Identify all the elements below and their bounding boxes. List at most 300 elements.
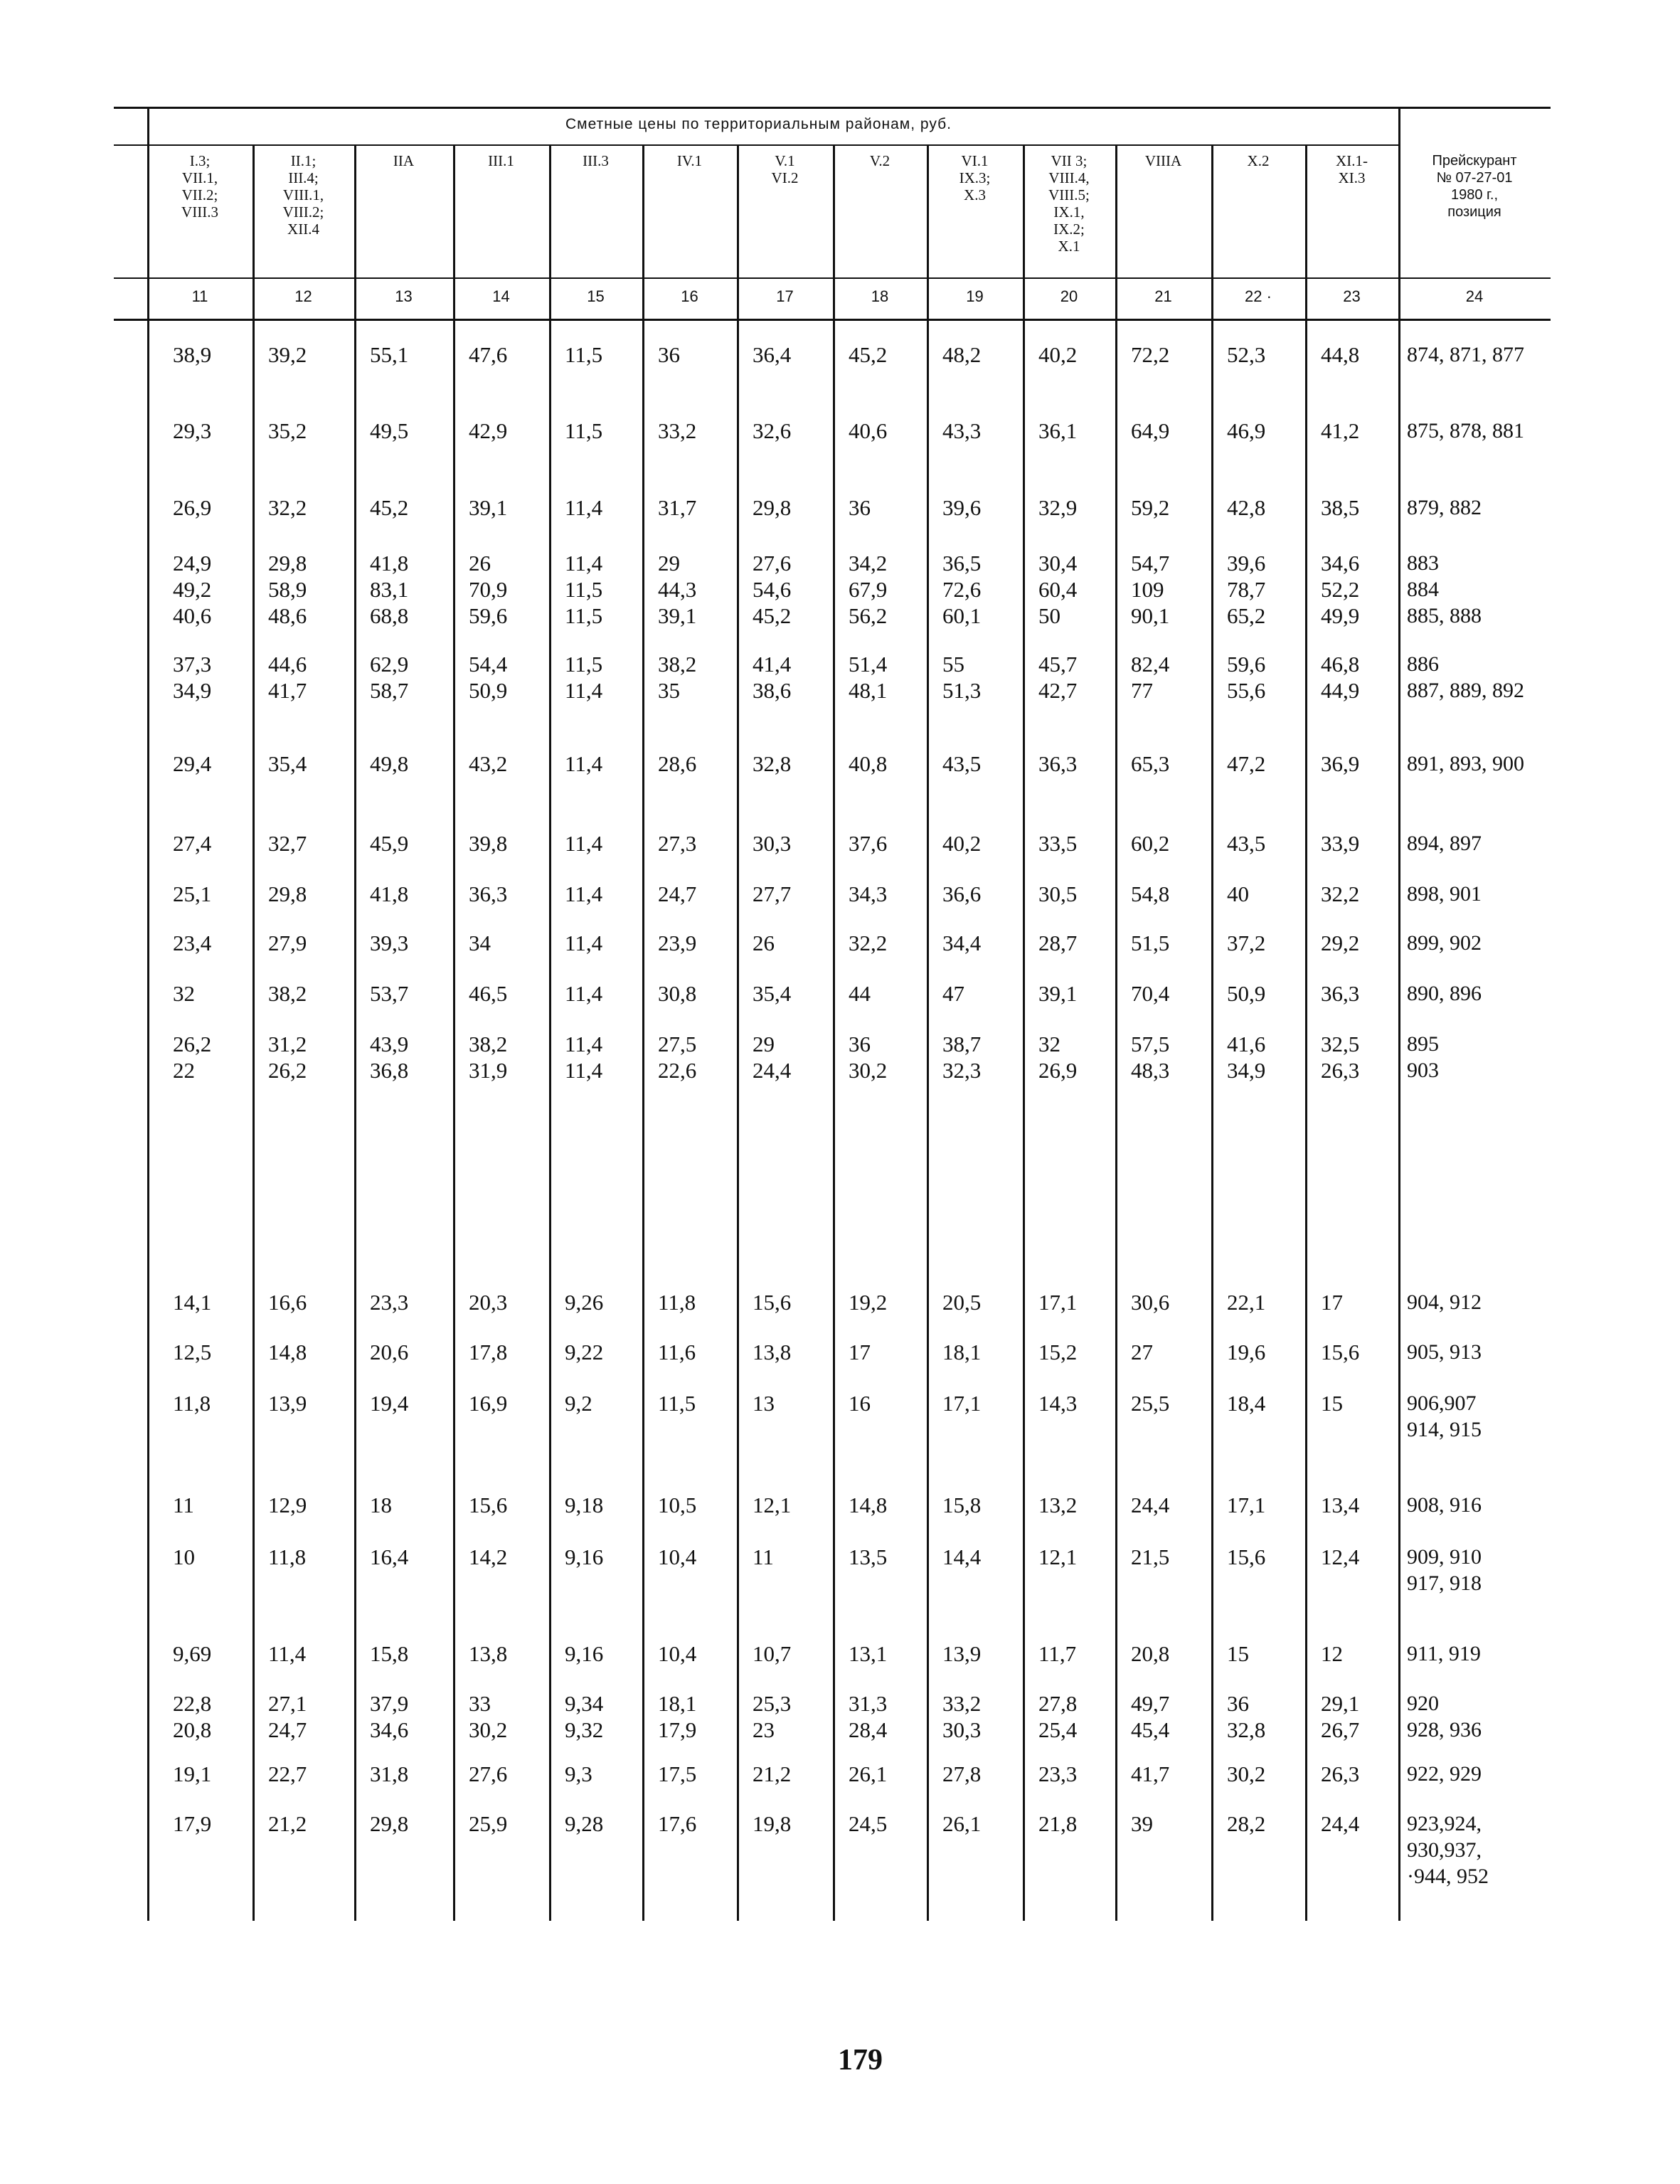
price-list-position: 879, 882 <box>1407 496 1482 519</box>
price-list-position: 890, 896 <box>1407 982 1482 1005</box>
table-cell: 17,1 <box>1038 1290 1078 1315</box>
table-cell: 11,5 11,4 <box>565 652 603 703</box>
table-cell: 29 44,3 39,1 <box>658 551 697 628</box>
table-cell: 26,3 <box>1321 1761 1360 1786</box>
table-cell: 27,3 <box>658 831 697 856</box>
table-cell: 23,4 <box>173 931 212 955</box>
table-cell: 28,6 <box>658 751 697 776</box>
table-cell: 21,2 <box>268 1811 307 1836</box>
column-header: XI.1- XI.3 <box>1336 152 1368 186</box>
table-cell: 38,5 <box>1321 495 1360 520</box>
table-cell: 32,7 <box>268 831 307 856</box>
table-cell: 46,8 44,9 <box>1321 652 1360 703</box>
table-cell: 15,6 <box>469 1493 508 1517</box>
table-cell: 42,9 <box>469 418 508 443</box>
column-header: VI.1 IX.3; X.3 <box>959 152 991 203</box>
table-cell: 33,9 <box>1321 831 1360 856</box>
table-cell: 35,2 <box>268 418 307 443</box>
table-cell: 65,3 <box>1131 751 1170 776</box>
table-cell: 17,8 <box>469 1340 508 1364</box>
table-cell: 11,4 <box>565 931 603 955</box>
table-cell: 38,2 35 <box>658 652 697 703</box>
column-divider <box>453 144 455 1921</box>
table-cell: 39,1 <box>469 495 508 520</box>
price-list-position: 922, 929 <box>1407 1762 1482 1786</box>
table-cell: 20,3 <box>469 1290 508 1315</box>
table-cell: 45,2 <box>849 342 888 367</box>
table-cell: 14,4 <box>942 1544 982 1569</box>
table-cell: 30,5 <box>1038 881 1078 906</box>
table-cell: 29,8 <box>268 881 307 906</box>
table-cell: 54,8 <box>1131 881 1170 906</box>
table-cell: 29,8 58,9 48,6 <box>268 551 307 628</box>
table-cell: 40,8 <box>849 751 888 776</box>
table-cell: 29,8 <box>753 495 792 520</box>
table-cell: 37,9 34,6 <box>370 1691 409 1742</box>
table-cell: 21,2 <box>753 1761 792 1786</box>
table-cell: 13,9 <box>268 1391 307 1416</box>
table-cell: 32,2 <box>849 931 888 955</box>
column-number: 14 <box>492 287 510 305</box>
column-divider <box>927 144 929 1921</box>
table-cell: 12,1 <box>1038 1544 1078 1569</box>
table-cell: 32,9 <box>1038 495 1078 520</box>
table-cell: 26 <box>753 931 775 955</box>
table-cell: 11,4 <box>565 751 603 776</box>
table-cell: 20,5 <box>942 1290 982 1315</box>
table-cell: 9,69 <box>173 1641 212 1666</box>
table-cell: 23,3 <box>370 1290 409 1315</box>
table-cell: 32 26,9 <box>1038 1032 1078 1083</box>
table-cell: 40,2 <box>1038 342 1078 367</box>
column-header: III.1 <box>488 152 514 169</box>
column-divider <box>147 107 149 1921</box>
table-cell: 18 <box>370 1493 392 1517</box>
column-divider <box>354 144 356 1921</box>
price-list-position: 904, 912 <box>1407 1290 1482 1314</box>
table-cell: 24,9 49,2 40,6 <box>173 551 212 628</box>
table-cell: 14,1 <box>173 1290 212 1315</box>
table-cell: 13,5 <box>849 1544 888 1569</box>
table-cell: 15,6 <box>1227 1544 1266 1569</box>
table-cell: 9,16 <box>565 1544 604 1569</box>
table-cell: 36 <box>849 495 871 520</box>
table-cell: 11,4 <box>565 495 603 520</box>
table-cell: 43,5 <box>942 751 982 776</box>
table-cell: 48,2 <box>942 342 982 367</box>
table-cell: 49,8 <box>370 751 409 776</box>
table-cell: 11,4 <box>565 981 603 1006</box>
table-cell: 44,8 <box>1321 342 1360 367</box>
table-cell: 39,3 <box>370 931 409 955</box>
price-list-position: 894, 897 <box>1407 832 1482 855</box>
column-divider <box>1305 144 1307 1921</box>
table-cell: 12,9 <box>268 1493 307 1517</box>
table-cell: 37,2 <box>1227 931 1266 955</box>
table-cell: 39,2 <box>268 342 307 367</box>
column-divider <box>1115 144 1117 1921</box>
column-header: III.3 <box>583 152 609 169</box>
table-cell: 44,6 41,7 <box>268 652 307 703</box>
table-cell: 36 30,2 <box>849 1032 888 1083</box>
table-cell: 36,5 72,6 60,1 <box>942 551 982 628</box>
table-cell: 28,7 <box>1038 931 1078 955</box>
table-cell: 26 70,9 59,6 <box>469 551 508 628</box>
table-cell: 23,9 <box>658 931 697 955</box>
table-cell: 10,7 <box>753 1641 792 1666</box>
column-number: 20 <box>1060 287 1078 305</box>
table-cell: 72,2 <box>1131 342 1170 367</box>
table-cell: 36,3 <box>1321 981 1360 1006</box>
table-cell: 10 <box>173 1544 195 1569</box>
rule-top <box>114 107 1551 109</box>
table-cell: 14,3 <box>1038 1391 1078 1416</box>
table-cell: 13,4 <box>1321 1493 1360 1517</box>
table-cell: 43,9 36,8 <box>370 1032 409 1083</box>
table-cell: 9,18 <box>565 1493 604 1517</box>
table-cell: 41,8 <box>370 881 409 906</box>
price-list-position: 920 928, 936 <box>1407 1692 1482 1742</box>
table-cell: 25,1 <box>173 881 212 906</box>
table-cell: 40,6 <box>849 418 888 443</box>
table-cell: 27,8 25,4 <box>1038 1691 1078 1742</box>
table-cell: 47,6 <box>469 342 508 367</box>
table-cell: 12,4 <box>1321 1544 1360 1569</box>
table-cell: 42,8 <box>1227 495 1266 520</box>
column-header: VII 3; VIII.4, VIII.5; IX.1, IX.2; X.1 <box>1048 152 1090 255</box>
table-cell: 31,2 26,2 <box>268 1032 307 1083</box>
table-cell: 38,7 32,3 <box>942 1032 982 1083</box>
table-cell: 33 30,2 <box>469 1691 508 1742</box>
table-cell: 13 <box>753 1391 775 1416</box>
table-cell: 29,3 <box>173 418 212 443</box>
table-cell: 35,4 <box>753 981 792 1006</box>
column-divider <box>642 144 644 1921</box>
table-cell: 17,9 <box>173 1811 212 1836</box>
table-cell: 9,34 9,32 <box>565 1691 604 1742</box>
table-cell: 39,8 <box>469 831 508 856</box>
table-cell: 41,7 <box>1131 1761 1170 1786</box>
table-cell: 11 <box>753 1544 774 1569</box>
price-list-position: 895 903 <box>1407 1032 1439 1082</box>
table-cell: 34,2 67,9 56,2 <box>849 551 888 628</box>
table-cell: 36 <box>658 342 680 367</box>
table-cell: 9,28 <box>565 1811 604 1836</box>
column-header: Прейскурант № 07-27-01 1980 г., позиция <box>1432 153 1517 220</box>
table-cell: 26,1 <box>942 1811 982 1836</box>
table-cell: 45,2 <box>370 495 409 520</box>
table-cell: 54,7 109 90,1 <box>1131 551 1170 628</box>
table-cell: 11,7 <box>1038 1641 1077 1666</box>
table-cell: 24,5 <box>849 1811 888 1836</box>
table-cell: 37,6 <box>849 831 888 856</box>
column-divider <box>1023 144 1025 1921</box>
table-cell: 15,2 <box>1038 1340 1078 1364</box>
table-cell: 38,9 <box>173 342 212 367</box>
table-cell: 13,9 <box>942 1641 982 1666</box>
table-cell: 15,6 <box>753 1290 792 1315</box>
column-number: 15 <box>587 287 605 305</box>
table-cell: 32,8 <box>753 751 792 776</box>
table-cell: 47,2 <box>1227 751 1266 776</box>
table-cell: 17,1 <box>942 1391 982 1416</box>
table-cell: 11,4 11,4 <box>565 1032 603 1083</box>
table-cell: 12,1 <box>753 1493 792 1517</box>
column-header: X.2 <box>1247 152 1270 169</box>
price-list-position: 905, 913 <box>1407 1340 1482 1364</box>
table-cell: 11,4 <box>268 1641 307 1666</box>
table-cell: 11,4 <box>565 831 603 856</box>
table-cell: 22,8 20,8 <box>173 1691 212 1742</box>
column-header: I.3; VII.1, VII.2; VIII.3 <box>181 152 218 221</box>
table-cell: 27,1 24,7 <box>268 1691 307 1742</box>
column-divider <box>1398 107 1400 1921</box>
table-cell: 39,6 78,7 65,2 <box>1227 551 1266 628</box>
column-divider <box>737 144 739 1921</box>
table-cell: 22,1 <box>1227 1290 1266 1315</box>
table-cell: 11 <box>173 1493 194 1517</box>
table-cell: 32,6 <box>753 418 792 443</box>
column-number: 17 <box>776 287 794 305</box>
column-number: 24 <box>1465 287 1484 305</box>
table-cell: 9,3 <box>565 1761 592 1786</box>
table-cell: 36,3 <box>469 881 508 906</box>
table-cell: 16,4 <box>370 1544 409 1569</box>
table-cell: 41,4 38,6 <box>753 652 792 703</box>
table-cell: 36,3 <box>1038 751 1078 776</box>
table-cell: 30,3 <box>753 831 792 856</box>
table-cell: 41,6 34,9 <box>1227 1032 1266 1083</box>
table-cell: 46,5 <box>469 981 508 1006</box>
table-cell: 18,1 17,9 <box>658 1691 697 1742</box>
column-header: IIA <box>393 152 415 169</box>
table-cell: 44 <box>849 981 871 1006</box>
table-cell: 46,9 <box>1227 418 1266 443</box>
table-cell: 41,8 83,1 68,8 <box>370 551 409 628</box>
price-list-position: 874, 871, 877 <box>1407 343 1524 366</box>
table-cell: 40 <box>1227 881 1249 906</box>
column-header: IV.1 <box>676 152 703 169</box>
table-cell: 52,3 <box>1227 342 1266 367</box>
price-list-position: 908, 916 <box>1407 1493 1482 1517</box>
table-cell: 27,9 <box>268 931 307 955</box>
table-cell: 16,9 <box>469 1391 508 1416</box>
table-cell: 13,8 <box>469 1641 508 1666</box>
table-cell: 11,8 <box>173 1391 211 1416</box>
table-cell: 26,9 <box>173 495 212 520</box>
table-cell: 54,4 50,9 <box>469 652 508 703</box>
rule-header-bottom <box>114 277 1551 279</box>
table-cell: 17 <box>1321 1290 1343 1315</box>
table-cell: 17,5 <box>658 1761 697 1786</box>
column-header: II.1; III.4; VIII.1, VIII.2; XII.4 <box>282 152 324 238</box>
table-cell: 26,1 <box>849 1761 888 1786</box>
table-cell: 34,6 52,2 49,9 <box>1321 551 1360 628</box>
table-cell: 40,2 <box>942 831 982 856</box>
table-cell: 11,6 <box>658 1340 696 1364</box>
table-cell: 19,2 <box>849 1290 888 1315</box>
table-cell: 24,4 <box>1131 1493 1170 1517</box>
table-cell: 57,5 48,3 <box>1131 1032 1170 1083</box>
price-list-position: 906,907 914, 915 <box>1407 1391 1482 1441</box>
table-cell: 15 <box>1321 1391 1343 1416</box>
table-cell: 49,5 <box>370 418 409 443</box>
table-cell: 13,1 <box>849 1641 888 1666</box>
price-list-position: 899, 902 <box>1407 931 1482 955</box>
rule-colnum-bottom <box>114 319 1551 321</box>
price-list-position: 886 887, 889, 892 <box>1407 652 1524 702</box>
table-cell: 12,5 <box>173 1340 212 1364</box>
price-list-position: 923,924, 930,937, ·944, 952 <box>1407 1812 1489 1888</box>
table-cell: 49,7 45,4 <box>1131 1691 1170 1742</box>
table-cell: 30,4 60,4 50 <box>1038 551 1078 628</box>
table-cell: 11,8 <box>658 1290 696 1315</box>
table-cell: 36,9 <box>1321 751 1360 776</box>
table-cell: 29,2 <box>1321 931 1360 955</box>
table-cell: 45,7 42,7 <box>1038 652 1078 703</box>
table-cell: 59,6 55,6 <box>1227 652 1266 703</box>
table-cell: 60,2 <box>1131 831 1170 856</box>
table-cell: 27 <box>1131 1340 1153 1364</box>
column-number: 11 <box>191 287 208 305</box>
table-cell: 43,3 <box>942 418 982 443</box>
column-number: 16 <box>681 287 698 305</box>
table-cell: 18,1 <box>942 1340 982 1364</box>
table-cell: 33,5 <box>1038 831 1078 856</box>
column-divider <box>549 144 551 1921</box>
table-cell: 30,6 <box>1131 1290 1170 1315</box>
table-cell: 20,8 <box>1131 1641 1170 1666</box>
table-cell: 27,5 22,6 <box>658 1032 697 1083</box>
table-cell: 27,7 <box>753 881 792 906</box>
table-cell: 38,2 <box>268 981 307 1006</box>
table-cell: 15,8 <box>370 1641 409 1666</box>
table-cell: 14,8 <box>849 1493 888 1517</box>
column-divider <box>252 144 255 1921</box>
table-cell: 34 <box>469 931 491 955</box>
column-number: 19 <box>966 287 984 305</box>
table-cell: 22,7 <box>268 1761 307 1786</box>
table-cell: 39,6 <box>942 495 982 520</box>
table-cell: 27,6 <box>469 1761 508 1786</box>
table-cell: 17,6 <box>658 1811 697 1836</box>
table-cell: 15,8 <box>942 1493 982 1517</box>
table-cell: 16 <box>849 1391 871 1416</box>
price-list-position: 898, 901 <box>1407 882 1482 906</box>
column-divider <box>1211 144 1213 1921</box>
table-cell: 55,1 <box>370 342 409 367</box>
table-cell: 34,4 <box>942 931 982 955</box>
rule-caption-bottom <box>114 144 1398 146</box>
table-cell: 31,3 28,4 <box>849 1691 888 1742</box>
table-cell: 9,26 <box>565 1290 604 1315</box>
table-cell: 24,4 <box>1321 1811 1360 1836</box>
table-cell: 27,4 <box>173 831 212 856</box>
table-cell: 82,4 77 <box>1131 652 1170 703</box>
table-cell: 9,2 <box>565 1391 592 1416</box>
table-cell: 51,4 48,1 <box>849 652 888 703</box>
table-cell: 33,2 30,3 <box>942 1691 982 1742</box>
price-list-position: 875, 878, 881 <box>1407 419 1524 442</box>
table-cell: 29,1 26,7 <box>1321 1691 1360 1742</box>
table-cell: 9,22 <box>565 1340 604 1364</box>
table-cell: 20,6 <box>370 1340 409 1364</box>
table-cell: 11,5 <box>565 342 603 367</box>
table-cell: 25,9 <box>469 1811 508 1836</box>
table-cell: 33,2 <box>658 418 697 443</box>
table-cell: 32 <box>173 981 195 1006</box>
table-cell: 59,2 <box>1131 495 1170 520</box>
table-cell: 31,8 <box>370 1761 409 1786</box>
table-cell: 24,7 <box>658 881 697 906</box>
table-cell: 32,2 <box>268 495 307 520</box>
table-cell: 31,7 <box>658 495 697 520</box>
page-number: 179 <box>838 2044 883 2077</box>
column-divider <box>833 144 835 1921</box>
column-number: 18 <box>871 287 889 305</box>
table-cell: 12 <box>1321 1641 1343 1666</box>
table-cell: 45,9 <box>370 831 409 856</box>
table-cell: 43,5 <box>1227 831 1266 856</box>
table-cell: 17 <box>849 1340 871 1364</box>
table-cell: 50,9 <box>1227 981 1266 1006</box>
price-list-position: 891, 893, 900 <box>1407 752 1524 775</box>
table-cell: 38,2 31,9 <box>469 1032 508 1083</box>
table-cell: 25,5 <box>1131 1391 1170 1416</box>
column-header: V.1 VI.2 <box>771 152 799 186</box>
table-cell: 9,16 <box>565 1641 604 1666</box>
table-cell: 13,2 <box>1038 1493 1078 1517</box>
column-number: 12 <box>294 287 312 305</box>
table-cell: 11,4 <box>565 881 603 906</box>
price-list-position: 909, 910 917, 918 <box>1407 1545 1482 1595</box>
table-cell: 47 <box>942 981 964 1006</box>
table-cell: 30,2 <box>1227 1761 1266 1786</box>
table-cell: 10,4 <box>658 1544 697 1569</box>
column-header: VIIIA <box>1144 152 1182 169</box>
table-cell: 37,3 34,9 <box>173 652 212 703</box>
table-cell: 19,4 <box>370 1391 409 1416</box>
table-cell: 13,8 <box>753 1340 792 1364</box>
table-cell: 55 51,3 <box>942 652 982 703</box>
table-cell: 36,4 <box>753 342 792 367</box>
table-cell: 36,6 <box>942 881 982 906</box>
table-cell: 25,3 23 <box>753 1691 792 1742</box>
table-cell: 11,5 <box>658 1391 696 1416</box>
table-cell: 29 24,4 <box>753 1032 792 1083</box>
table-cell: 35,4 <box>268 751 307 776</box>
table-cell: 14,2 <box>469 1544 508 1569</box>
table-cell: 27,8 <box>942 1761 982 1786</box>
column-number: 21 <box>1154 287 1172 305</box>
table-cell: 11,4 11,5 11,5 <box>565 551 603 628</box>
table-cell: 62,9 58,7 <box>370 652 409 703</box>
table-cell: 26,2 22 <box>173 1032 212 1083</box>
table-cell: 39,1 <box>1038 981 1078 1006</box>
price-list-position: 911, 919 <box>1407 1642 1481 1665</box>
table-cell: 70,4 <box>1131 981 1170 1006</box>
table-cell: 51,5 <box>1131 931 1170 955</box>
column-header: V.2 <box>869 152 890 169</box>
table-cell: 16,6 <box>268 1290 307 1315</box>
table-cell: 29,8 <box>370 1811 409 1836</box>
table-cell: 11,5 <box>565 418 603 443</box>
table-cell: 36,1 <box>1038 418 1078 443</box>
table-cell: 15,6 <box>1321 1340 1360 1364</box>
table-cell: 11,8 <box>268 1544 307 1569</box>
table-cell: 19,8 <box>753 1811 792 1836</box>
price-list-position: 883 884 885, 888 <box>1407 551 1482 627</box>
